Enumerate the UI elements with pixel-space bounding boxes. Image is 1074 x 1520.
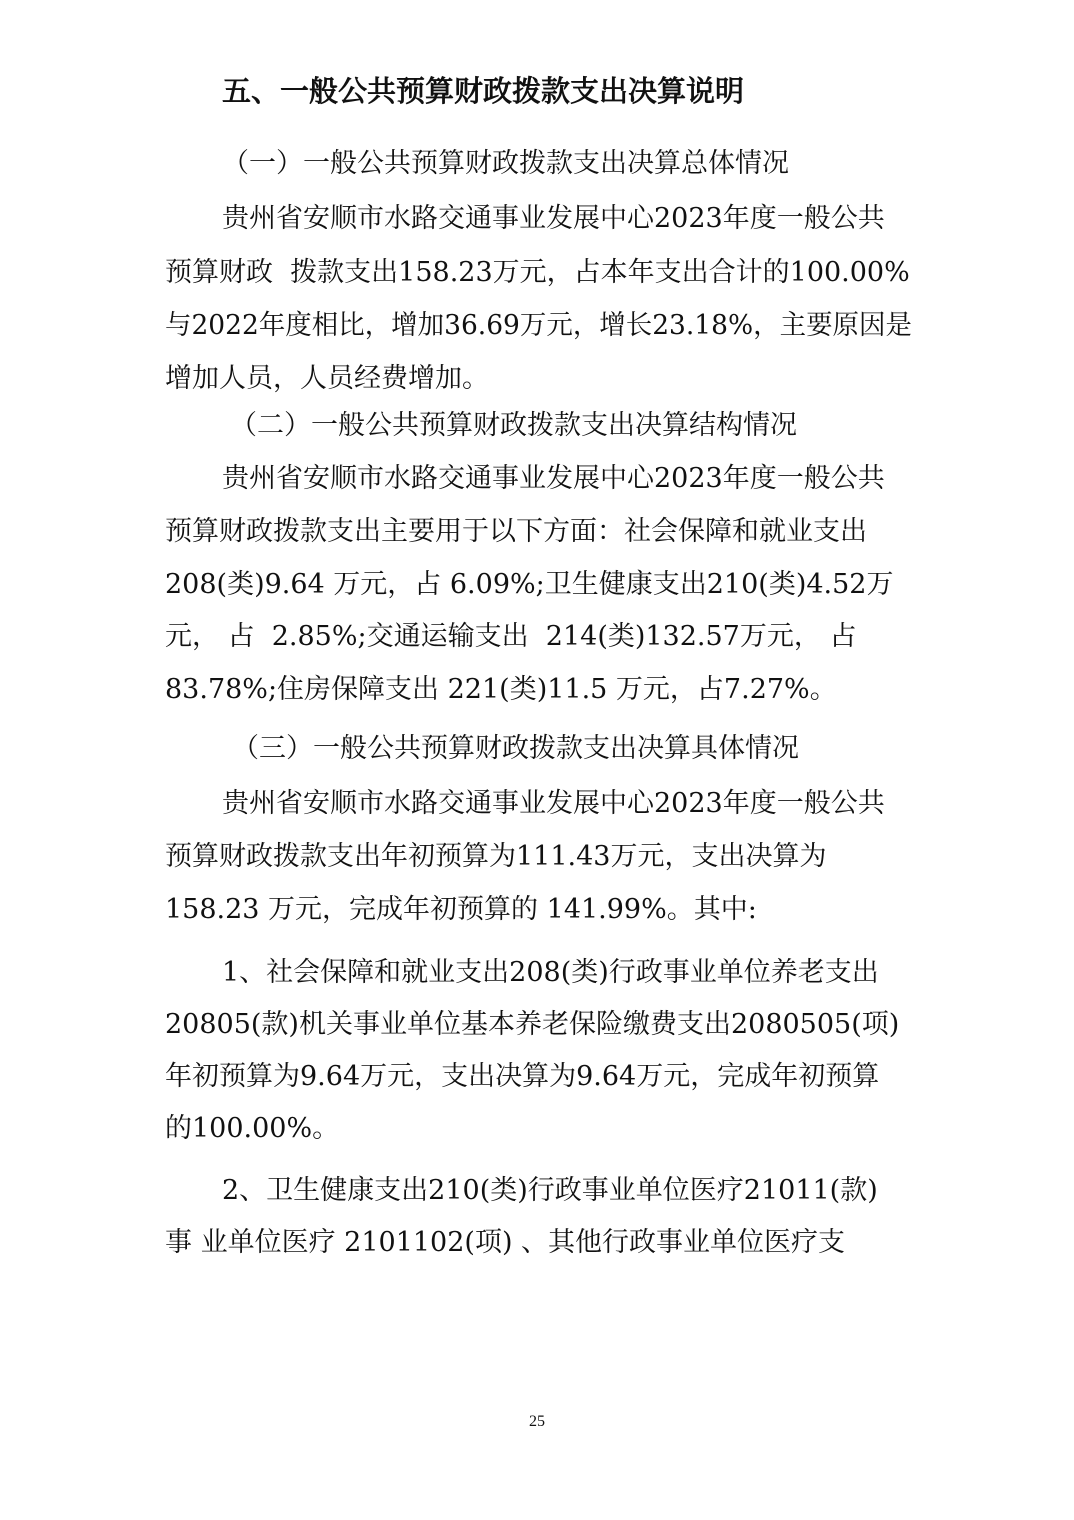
paragraph-line: 预算财政 拨款支出158.23万元，占本年支出合计的100.00% — [165, 257, 910, 288]
subsection-heading-1: （一）一般公共预算财政拨款支出决算总体情况 — [222, 148, 789, 179]
list-item-line: 1、社会保障和就业支出208(类)行政事业单位养老支出 — [222, 957, 879, 988]
page-number: 25 — [529, 1413, 545, 1430]
list-item-line: 年初预算为9.64万元，支出决算为9.64万元，完成年初预算 — [165, 1061, 880, 1092]
paragraph-line: 83.78%;住房保障支出 221(类)11.5 万元，占7.27%。 — [165, 674, 837, 705]
list-item-line: 2、卫生健康支出210(类)行政事业单位医疗21011(款) — [222, 1175, 878, 1206]
paragraph-line: 贵州省安顺市水路交通事业发展中心2023年度一般公共 — [222, 788, 885, 819]
paragraph-line: 贵州省安顺市水路交通事业发展中心2023年度一般公共 — [222, 203, 885, 234]
list-item-line: 的100.00%。 — [165, 1113, 340, 1144]
paragraph-line: 增加人员，人员经费增加。 — [165, 363, 489, 394]
paragraph-line: 158.23 万元，完成年初预算的 141.99%。其中: — [165, 894, 757, 925]
subsection-heading-3: （三）一般公共预算财政拨款支出决算具体情况 — [232, 733, 799, 764]
section-title: 五、一般公共预算财政拨款支出决算说明 — [222, 74, 745, 108]
paragraph-line: 贵州省安顺市水路交通事业发展中心2023年度一般公共 — [222, 463, 885, 494]
list-item-line: 事 业单位医疗 2101102(项) 、其他行政事业单位医疗支 — [165, 1227, 846, 1258]
subsection-heading-2: （二）一般公共预算财政拨款支出决算结构情况 — [230, 410, 797, 441]
paragraph-line: 预算财政拨款支出主要用于以下方面：社会保障和就业支出 — [165, 516, 867, 547]
paragraph-line: 预算财政拨款支出年初预算为111.43万元，支出决算为 — [165, 841, 827, 872]
paragraph-line: 与2022年度相比，增加36.69万元，增长23.18%，主要原因是 — [165, 310, 912, 341]
list-item-line: 20805(款)机关事业单位基本养老保险缴费支出2080505(项) — [165, 1009, 900, 1040]
paragraph-line: 元， 占 2.85%;交通运输支出 214(类)132.57万元， 占 — [165, 621, 857, 652]
paragraph-line: 208(类)9.64 万元，占 6.09%;卫生健康支出210(类)4.52万 — [165, 569, 894, 600]
